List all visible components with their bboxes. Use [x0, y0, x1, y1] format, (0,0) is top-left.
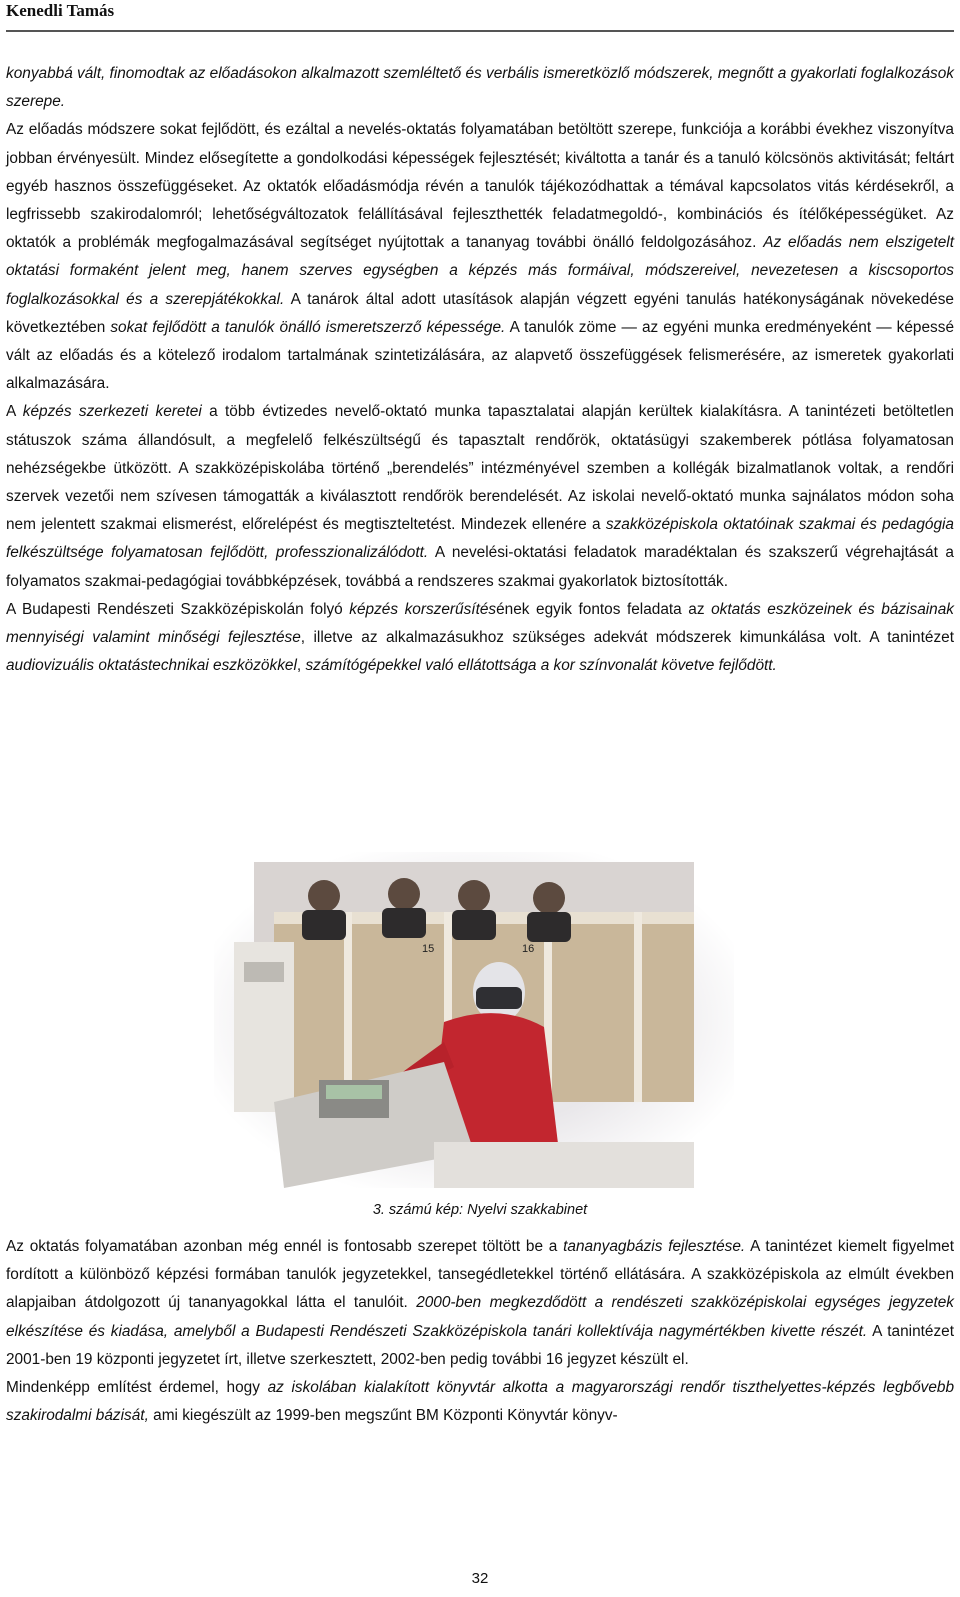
paragraph: [6, 116, 954, 398]
emphasis-text: audiovizuális oktatástechnikai eszközökkel: [6, 657, 297, 675]
emphasis-text: szakközépiskola oktatóinak szakmai és pedagógia felkészültsége folyamatosan fejlődött, professzionalizálódott.: [6, 516, 954, 562]
paragraph: [6, 596, 954, 681]
emphasis-text: számítógépekkel való ellátottsága a kor színvonalát követve fejlődött.: [305, 657, 777, 675]
body-text-bottom: [6, 1233, 954, 1430]
booth-number-15: 15: [422, 943, 435, 955]
text-run: ami kiegészült az 1999-ben megszűnt BM Központi Könyvtár könyv-: [148, 1407, 618, 1425]
text-run: , illetve az alkalmazásukhoz szükséges adekvát módszerek kimunkálása volt. A tanintézet: [300, 629, 954, 647]
emphasis-text: sokat fejlődött a tanulók önálló ismeretszerző képessége.: [110, 318, 506, 336]
text-run: Az előadás módszere sokat fejlődött, és ezáltal a nevelés-oktatás folyamatában betöltött szerepe, funkciója a korábbi évekhez viszonyítva jobban érvényesült. Mindez elősegítette a gondolkodási képességek fejlesztését; kiváltotta a tanár és a tanuló kölcsönös aktivitását; feltárt egyéb hasznos összefüggéseket. Az oktatók előadásmódja révén a tanulók tájékozódhattak a témával kapcsolatos vitás kérdésekről, a legfrissebb szakirodalomról; lehetőségváltozatok felállításával fejleszthették feladatmegoldó-, kombinációs és ítélőképességüket. Az oktatók a problémák megfogalmazásával segítséget nyújtottak a tananyag további önálló feldolgozásához.: [6, 121, 954, 252]
text-run: a több évtizedes nevelő-oktató munka tapasztalatai alapján kerültek kialakításra. A tanintézeti betöltetlen státuszok száma állandósult, a megfelelő felkészültségű és tapasztalt rendőrök, oktatásügyi szakemberek pótlása folyamatosan nehézségekbe ütközött. A szakközépiskolába történő „berendelés” intézményével szemben a kollégák bizalmatlanok voltak, a rendőri szervek vezetői nem szívesen támogatták a kiválasztott rendőrök berendelését. Az iskolai nevelő-oktató munka sajnálatos módon soha nem jelentett szakmai elismerést, előrelépést és megtiszteltetést. Mindezek ellenére a: [6, 403, 954, 534]
emphasis-text: tananyagbázis fejlesztése.: [563, 1238, 746, 1255]
text-run: Mindenképp említést érdemel, hogy: [6, 1379, 268, 1397]
paragraph: [6, 1233, 954, 1374]
author-name: Kenedli Tamás: [6, 1, 115, 20]
paragraph: [6, 398, 954, 595]
emphasis-text: oktatás eszközeinek és bázisainak mennyiségi valamint minőségi fejlesztése: [6, 600, 954, 647]
emphasis-text: képzés korszerűsítés: [349, 600, 497, 618]
text-run: A tanintézet 2001-ben 19 központi jegyzetet írt, illetve szerkesztett, 2002-ben pedig további 16 jegyzet készült el.: [6, 1322, 955, 1368]
text-run: A tanulók zöme — az egyéni munka eredményeként — képessé vált az előadás és a kötelező irodalom tartalmának szintetizálására, az alapvető összefüggések felismerésére, az ismeretek gyakorlati alkalmazására.: [6, 318, 955, 393]
text-run: A tanárok által adott utasítások alapján végzett egyéni tanulás hatékonyságának növekedése következtében: [6, 290, 954, 336]
text-run: ,: [296, 657, 306, 675]
text-run: A Budapesti Rendészeti Szakközépiskolán folyó: [6, 600, 350, 618]
text-run: A: [6, 403, 23, 421]
emphasis-text: konyabbá vált, finomodtak az előadásokon alkalmazott szemléltető és verbális ismeretközlő módszerek, megnőtt a gyakorlati foglalkozások szerepe.: [6, 65, 954, 111]
figure-caption: 3. számú kép: Nyelvi szakkabinet: [372, 1202, 588, 1218]
body-text-top: [6, 60, 954, 680]
text-run: Az oktatás folyamatában azonban még ennél is fontosabb szerepet töltött be a: [6, 1238, 564, 1255]
paragraph: [6, 1374, 954, 1430]
photo-language-lab: [214, 852, 734, 1188]
emphasis-text: az iskolában kialakított könyvtár alkotta a magyarországi rendőr tiszthelyettes-képzés legbővebb szakirodalmi bázisát,: [6, 1379, 955, 1425]
text-run: A nevelési-oktatási feladatok maradéktalan és szakszerű végrehajtását a folyamatos szakmai-pedagógiai továbbképzések, továbbá a rendszeres szakmai gyakorlatok biztosították.: [6, 544, 954, 590]
paragraph: [6, 60, 954, 116]
emphasis-text: Az előadás nem elszigetelt oktatási formaként jelent meg, hanem szerves egységben a képzés más formáival, módszereivel, nevezetesen a kiscsoportos foglalkozásokkal és a szerepjátékokkal.: [6, 234, 954, 308]
page-number: 32: [471, 1570, 489, 1587]
emphasis-text: 2000-ben megkezdődött a rendészeti szakközépiskolai egységes jegyzetek elkészítése és kiadása, amelyből a Budapesti Rendészeti Szakközépiskola tanári kollektívája nagymértékben kivette részét.: [6, 1294, 954, 1340]
booth-number-16: 16: [522, 943, 535, 955]
text-run: A tanintézet kiemelt figyelmet fordított a különböző képzési formában tanulók jegyzetekkel, tansegédletekkel történő ellátására. A szakközépiskola az elmúlt években alapjaiban átdolgozott új tananyagokkal látta el tanulóit.: [6, 1238, 954, 1312]
emphasis-text: képzés szerkezeti keretei: [22, 403, 202, 421]
text-run: ének egyik fontos feladata az: [496, 600, 712, 618]
language-lab-photo-illustration: [214, 852, 734, 1188]
running-header: [6, 0, 954, 32]
